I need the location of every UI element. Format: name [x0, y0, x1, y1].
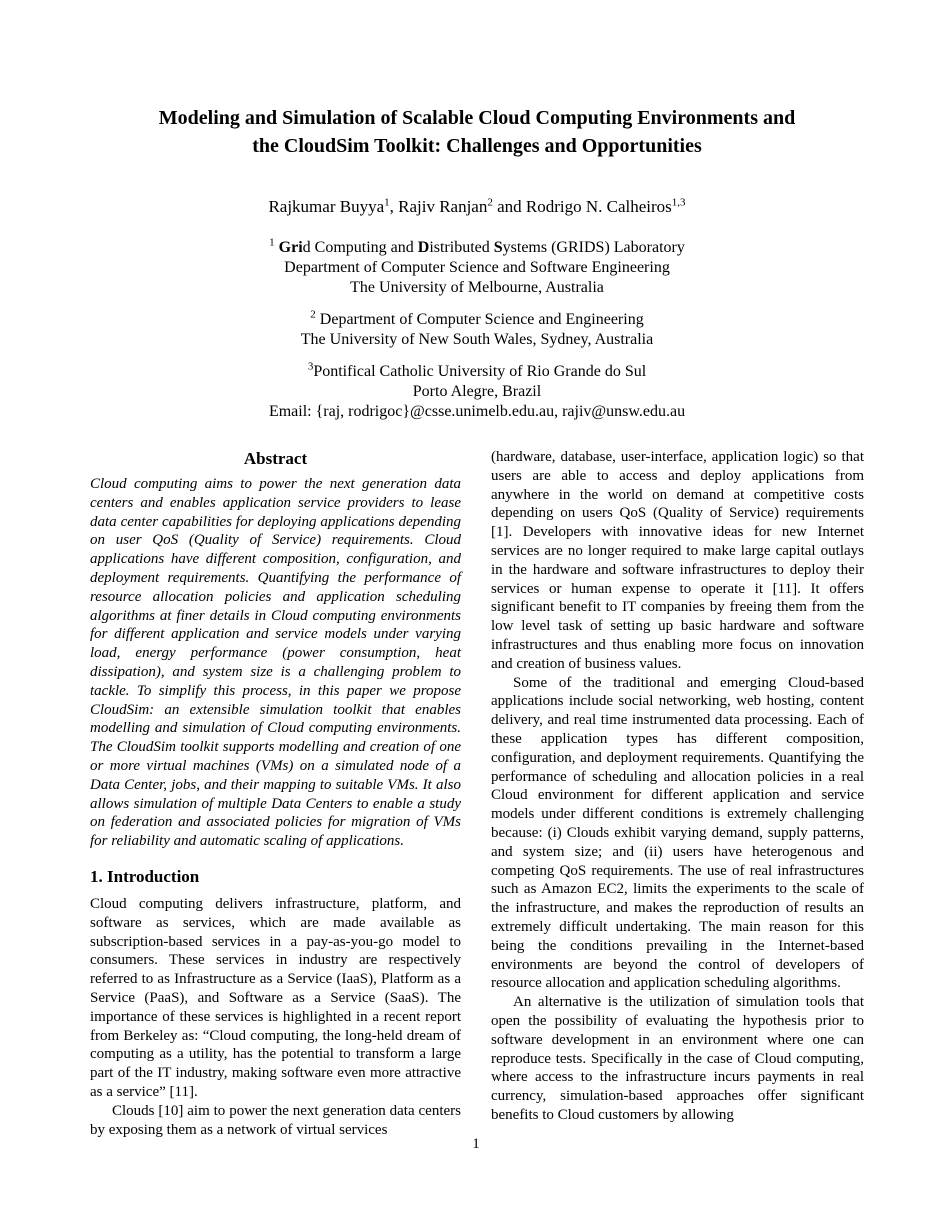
author-name: , Rajiv Ranjan — [389, 197, 488, 216]
author-name: Rajkumar Buyya — [268, 197, 385, 216]
intro-paragraph-5: An alternative is the utilization of simulation tools that open the possibility of evaluating the hypothesis prior to software development in an environment where one can reproduce tests. Specifically in the case of Cloud computing, where access to the infrastructure incurs payments in real currency, simulation-based approaches offer significant benefits to Cloud customers by allowing — [491, 994, 864, 1123]
affiliation-1-bold-part: Gri — [278, 239, 303, 256]
affiliation-marker: 2 — [310, 308, 316, 321]
affiliation-3-line-2: Porto Alegre, Brazil — [412, 383, 542, 400]
intro-paragraph-4: Some of the traditional and emerging Cloud-based applications include social networking, web hosting, content delivery, and real time instrumented data processing. Each of these application types has different composition, configuration, and deployment requirements. Quantifying the performance of scheduling and allocation policies in a real Cloud environment for different application and service models under different conditions is extremely challenging because: (i) Clouds exhibit varying demand, supply patterns, and system size; and (ii) users have heterogenous and competing QoS requirements. The use of real infrastructures such as Amazon EC2, limits the experiments to the scale of the infrastructure, and makes the reproduction of results an extremely difficult undertaking. The main reason for this being the conditions prevailing in the Internet-based environments are beyond the control of developers of resource allocation and application scheduling algorithms. — [491, 674, 864, 992]
abstract-text: Cloud computing aims to power the next generation data centers and enables application service providers to lease data center capabilities for deploying applications depending on user QoS (Quality of Service) requirements. Cloud applications have different composition, configuration, and deployment requirements. Quantifying the performance of resource allocation policies and application scheduling algorithms at finer details in Cloud computing environments for different application and service models under varying load, energy performance (power consumption, heat dissipation), and system size is a challenging problem to tackle. To simplify this process, in this paper we propose CloudSim: an extensible simulation toolkit that enables modelling and simulation of Cloud computing environments. The CloudSim toolkit supports modelling and creation of one or more virtual machines (VMs) on a simulated node of a Data Center, jobs, and their mapping to suitable VMs. It also allows simulation of multiple Data Centers to enable a study on federation and associated policies for migration of VMs for reliability and automatic scaling of applications. — [90, 476, 461, 850]
affiliation-2-text: Department of Computer Science and Engineering — [319, 311, 644, 328]
affiliation-marker: 1 — [269, 236, 275, 249]
affiliation-1-line-3: The University of Melbourne, Australia — [350, 279, 604, 296]
affiliation-1-text-part: d Computing and — [302, 239, 418, 256]
affiliation-2-line-1 — [90, 310, 864, 330]
email-line: Email: {raj, rodrigoc}@csse.unimelb.edu.au, rajiv@unsw.edu.au — [268, 403, 686, 420]
paper-title — [90, 104, 864, 160]
author-affiliation-marker: 2 — [487, 196, 493, 209]
affiliation-3-line-1 — [90, 362, 864, 382]
affiliation-1 — [90, 238, 864, 298]
author-affiliation-marker: 1 — [384, 196, 390, 209]
title-line-1: Modeling and Simulation of Scalable Cloud Computing Environments and — [158, 107, 796, 129]
author-affiliation-marker: 1,3 — [671, 196, 686, 209]
affiliation-1-text-part: ystems (GRIDS) Laboratory — [502, 239, 685, 256]
affiliation-marker: 3 — [307, 360, 314, 373]
affiliation-1-line-1 — [90, 238, 864, 258]
affiliation-3-text: Pontifical Catholic University of Rio Grande do Sul — [313, 363, 647, 380]
affiliation-2-line-2: The University of New South Wales, Sydney, Australia — [300, 331, 654, 348]
authors-line — [90, 196, 864, 218]
column-left — [90, 448, 461, 1139]
abstract-heading: Abstract — [243, 449, 308, 468]
affiliation-3 — [90, 362, 864, 422]
column-right — [491, 448, 864, 1125]
affiliation-1-text-part: istributed — [429, 239, 494, 256]
affiliation-1-bold-part: S — [493, 239, 503, 256]
author-name: and Rodrigo N. Calheiros — [492, 197, 672, 216]
page-number: 1 — [472, 1136, 480, 1152]
title-line-2: the CloudSim Toolkit: Challenges and Opportunities — [252, 135, 702, 157]
two-column-body — [90, 448, 864, 1139]
intro-paragraph-3: (hardware, database, user-interface, application logic) so that users are able to access and deploy applications from anywhere in the world on demand at competitive costs depending on users QoS (Quality of Service) requirements [1]. Developers with innovative ideas for new Internet services are no longer required to make large capital outlays in the hardware and software infrastructures to deploy their services or human expense to operate it [11]. It offers significant benefit to IT companies by freeing them from the low level task of setting up basic hardware and software infrastructures and thus enabling more focus on innovation and creation of business values. — [491, 449, 864, 672]
affiliation-1-bold-part: D — [417, 239, 430, 256]
section-heading-introduction: 1. Introduction — [90, 866, 200, 886]
affiliation-2 — [90, 310, 864, 350]
affiliation-1-line-2: Department of Computer Science and Software Engineering — [284, 259, 670, 276]
intro-paragraph-2: Clouds [10] aim to power the next generation data centers by exposing them as a network of virtual services — [90, 1102, 461, 1138]
intro-paragraph-1: Cloud computing delivers infrastructure, platform, and software as services, which are made available as subscription-based services in a pay-as-you-go model to consumers. These services in industry are respectively referred to as Infrastructure as a Service (IaaS), Platform as a Service (PaaS), and Software as a Service (SaaS). The importance of these services is highlighted in a recent report from Berkeley as: “Cloud computing, the long-held dream of computing as a utility, has the potential to transform a large part of the IT industry, making software even more attractive as a service” [11]. — [90, 895, 461, 1100]
